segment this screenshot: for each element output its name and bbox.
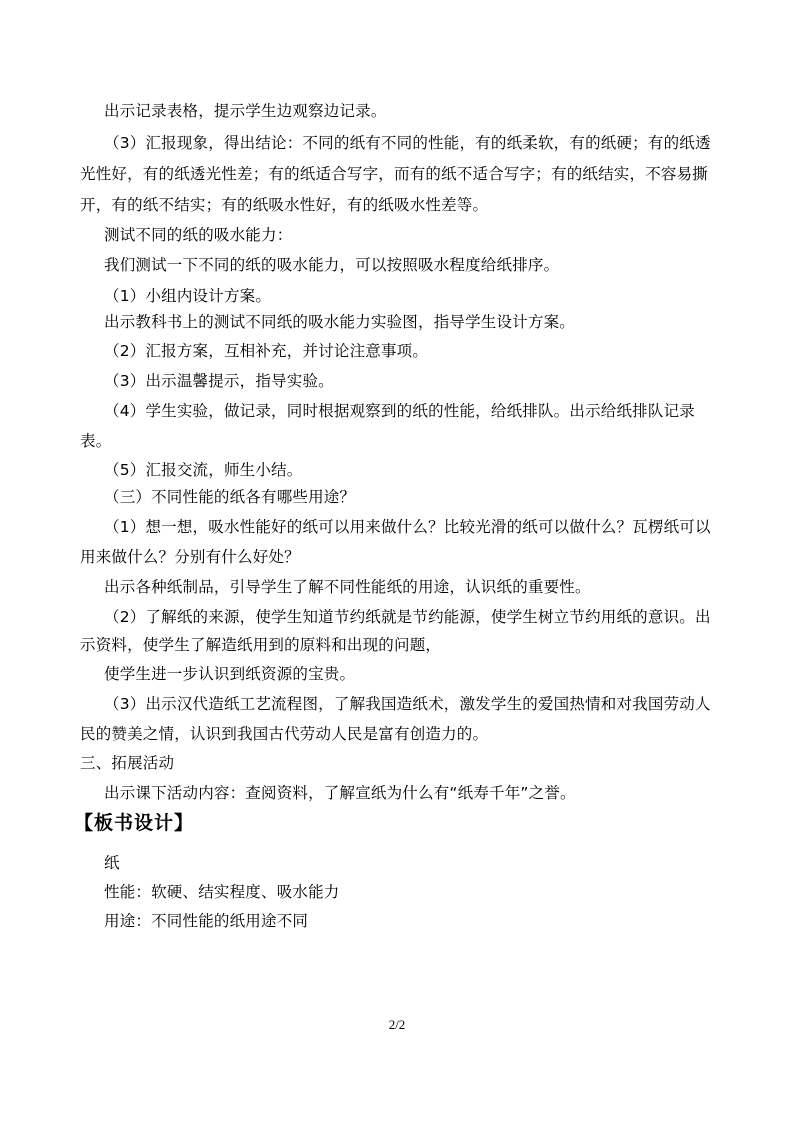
- paragraph-line: （2）了解纸的来源，使学生知道节约纸就是节约能源，使学生树立节约用纸的意识。出: [104, 608, 711, 626]
- board-design-line: 纸: [104, 854, 120, 872]
- paragraph-line: 示资料，使学生了解造纸用到的原料和出现的问题，: [80, 636, 442, 654]
- board-design-line: 用途：不同性能的纸用途不同: [104, 912, 309, 930]
- paragraph-line: 出示记录表格，提示学生边观察边记录。: [104, 102, 387, 120]
- paragraph-line: 使学生进一步认识到纸资源的宝贵。: [104, 665, 356, 683]
- paragraph-line: （3）出示温馨提示，指导实验。: [104, 372, 334, 390]
- paragraph-line: 出示教科书上的测试不同纸的吸水能力实验图，指导学生设计方案。: [104, 313, 576, 331]
- paragraph-line: 用来做什么？分别有什么好处？: [80, 548, 300, 566]
- paragraph-line: （3）汇报现象，得出结论：不同的纸有不同的性能，有的纸柔软，有的纸硬；有的纸透: [104, 134, 711, 152]
- paragraph-line: 光性好，有的纸透光性差；有的纸适合写字，而有的纸不适合写字；有的纸结实，不容易撕: [80, 165, 709, 183]
- board-design-line: 性能：软硬、结实程度、吸水能力: [104, 883, 340, 901]
- section-heading: 三、拓展活动: [80, 754, 175, 772]
- paragraph-line: （3）出示汉代造纸工艺流程图，了解我国造纸术，激发学生的爱国热情和对我国劳动人: [104, 695, 711, 713]
- section-subtitle: 测试不同的纸的吸水能力：: [104, 226, 293, 244]
- paragraph-line: 表。: [80, 432, 112, 450]
- paragraph-line: （1）小组内设计方案。: [104, 287, 272, 305]
- paragraph-line: （5）汇报交流，师生小结。: [104, 461, 303, 479]
- paragraph-line: （4）学生实验，做记录，同时根据观察到的纸的性能，给纸排队。出示给纸排队记录: [104, 402, 695, 420]
- section-subtitle: （三）不同性能的纸各有哪些用途？: [104, 488, 356, 506]
- paragraph-line: 开，有的纸不结实；有的纸吸水性好，有的纸吸水性差等。: [80, 196, 489, 214]
- paragraph-line: 我们测试一下不同的纸的吸水能力，可以按照吸水程度给纸排序。: [104, 256, 560, 274]
- paragraph-line: 民的赞美之情，认识到我国古代劳动人民是富有创造力的。: [80, 725, 489, 743]
- paragraph-line: （1）想一想，吸水性能好的纸可以用来做什么？比较光滑的纸可以做什么？瓦楞纸可以: [104, 518, 711, 536]
- paragraph-line: 出示各种纸制品，引导学生了解不同性能纸的用途，认识纸的重要性。: [104, 578, 591, 596]
- board-design-heading: 【板书设计】: [74, 812, 195, 834]
- paragraph-line: 出示课下活动内容：查阅资料，了解宣纸为什么有“纸寿千年”之誉。: [104, 784, 576, 802]
- page-number: 2/2: [388, 1017, 406, 1032]
- paragraph-line: （2）汇报方案，互相补充，并讨论注意事项。: [104, 342, 429, 360]
